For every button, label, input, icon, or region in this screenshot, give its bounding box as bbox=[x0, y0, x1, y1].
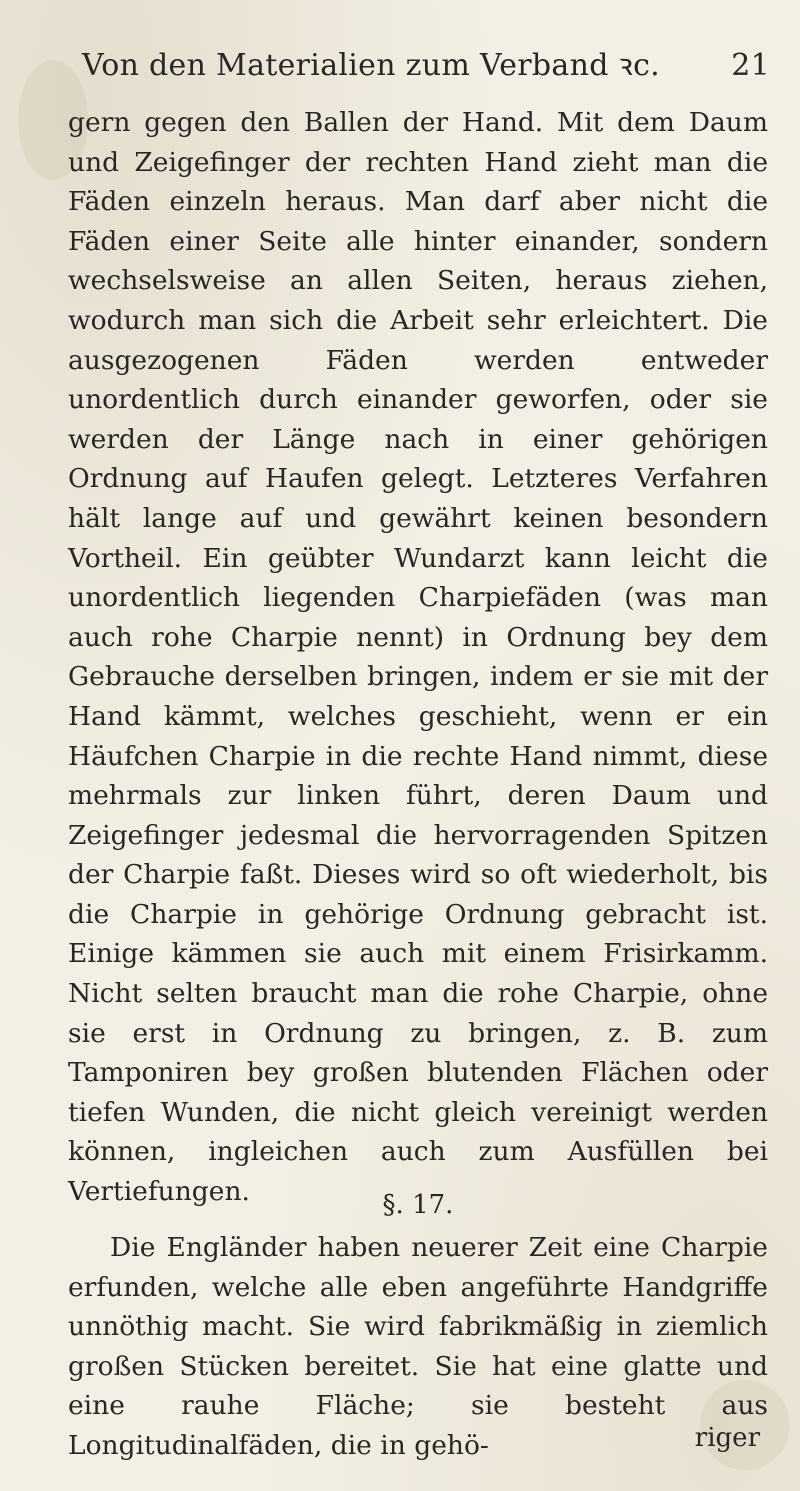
catchword: riger bbox=[694, 1423, 760, 1453]
running-head bbox=[60, 46, 770, 86]
paragraph: gern gegen den Ballen der Hand. Mit dem Daum und Zeigefinger der rechten Hand zieht man die Fäden einzeln heraus. Man darf aber nicht die Fäden einer Seite alle hinter einander, sondern wechselsweise an allen Seiten, heraus ziehen, wodurch man sich die Arbeit sehr erleichtert. Die ausgezogenen Fäden werden entweder unordentlich durch einander geworfen, oder sie werden der Länge nach in einer gehörigen Ordnung auf Haufen gelegt. Letzteres Verfahren hält lange auf und gewährt keinen besondern Vortheil. Ein geübter Wundarzt kann leicht die unordentlich liegenden Charpiefäden (was man auch rohe Charpie nennt) in Ordnung bey dem Gebrauche derselben bringen, indem er sie mit der Hand kämmt, welches geschieht, wenn er ein Häufchen Charpie in die rechte Hand nimmt, diese mehrmals zur linken führt, deren Daum und Zeigefinger jedesmal die hervorragenden Spitzen der Charpie faßt. Dieses wird so oft wiederholt, bis die Charpie in gehörige Ordnung gebracht ist. Einige kämmen sie auch mit einem Frisirkamm. Nicht selten braucht man die rohe Charpie, ohne sie erst in Ordnung zu bringen, z. B. zum Tamponiren bey großen blutenden Flächen oder tiefen Wunden, die nicht gleich vereinigt werden können, ingleichen auch zum Ausfüllen bei Vertiefungen. bbox=[68, 107, 768, 1208]
page-number: 21 bbox=[731, 48, 770, 83]
running-title: Von den Materialien zum Verband ꝛc. bbox=[82, 48, 661, 83]
section-text-block bbox=[68, 1228, 768, 1466]
paragraph: Die Engländer haben neuerer Zeit eine Charpie erfunden, welche alle eben angeführte Handgriffe unnöthig macht. Sie wird fabrikmäßig in ziemlich großen Stücken bereitet. Sie hat eine glatte und eine rauhe Fläche; sie besteht aus Longitudinalfäden, die in gehö- bbox=[68, 1232, 768, 1461]
section-heading: §. 17. bbox=[382, 1190, 454, 1220]
main-text-block bbox=[68, 103, 768, 1212]
